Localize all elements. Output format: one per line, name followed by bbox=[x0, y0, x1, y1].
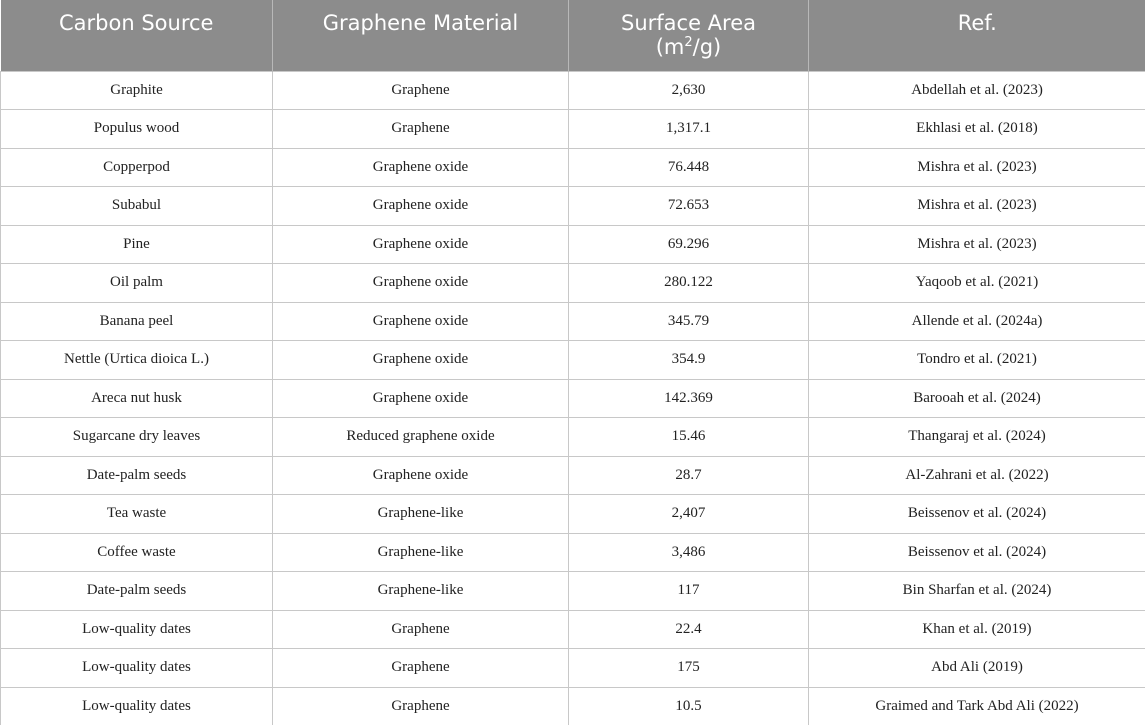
table-row bbox=[1, 110, 1145, 149]
cell-graphene-material: Graphene oxide bbox=[273, 264, 569, 303]
cell-carbon-source: Subabul bbox=[1, 187, 273, 226]
table-row bbox=[1, 341, 1145, 380]
cell-surface-area: 76.448 bbox=[569, 148, 809, 187]
table-row bbox=[1, 456, 1145, 495]
cell-surface-area: 142.369 bbox=[569, 379, 809, 418]
cell-carbon-source: Copperpod bbox=[1, 148, 273, 187]
table-row bbox=[1, 495, 1145, 534]
cell-graphene-material: Graphene-like bbox=[273, 495, 569, 534]
table-header bbox=[1, 0, 1145, 71]
cell-surface-area: 175 bbox=[569, 649, 809, 688]
cell-graphene-material: Graphene bbox=[273, 610, 569, 649]
cell-surface-area: 345.79 bbox=[569, 302, 809, 341]
cell-surface-area: 15.46 bbox=[569, 418, 809, 457]
table-row bbox=[1, 148, 1145, 187]
cell-graphene-material: Graphene bbox=[273, 687, 569, 725]
cell-graphene-material: Graphene bbox=[273, 71, 569, 110]
header-surface-area-label: Surface Area bbox=[620, 11, 756, 35]
cell-graphene-material: Graphene oxide bbox=[273, 148, 569, 187]
cell-surface-area: 117 bbox=[569, 572, 809, 611]
cell-ref: Abdellah et al. (2023) bbox=[809, 71, 1145, 110]
cell-carbon-source: Low-quality dates bbox=[1, 649, 273, 688]
header-carbon-source: Carbon Source bbox=[1, 0, 273, 71]
cell-carbon-source: Areca nut husk bbox=[1, 379, 273, 418]
cell-carbon-source: Date-palm seeds bbox=[1, 456, 273, 495]
cell-carbon-source: Coffee waste bbox=[1, 533, 273, 572]
cell-ref: Barooah et al. (2024) bbox=[809, 379, 1145, 418]
cell-graphene-material: Graphene oxide bbox=[273, 302, 569, 341]
cell-ref: Mishra et al. (2023) bbox=[809, 187, 1145, 226]
table-row bbox=[1, 225, 1145, 264]
cell-surface-area: 354.9 bbox=[569, 341, 809, 380]
cell-surface-area: 22.4 bbox=[569, 610, 809, 649]
cell-surface-area: 69.296 bbox=[569, 225, 809, 264]
cell-surface-area: 28.7 bbox=[569, 456, 809, 495]
cell-surface-area: 2,407 bbox=[569, 495, 809, 534]
cell-graphene-material: Reduced graphene oxide bbox=[273, 418, 569, 457]
cell-graphene-material: Graphene oxide bbox=[273, 225, 569, 264]
cell-carbon-source: Graphite bbox=[1, 71, 273, 110]
cell-carbon-source: Tea waste bbox=[1, 495, 273, 534]
cell-surface-area: 3,486 bbox=[569, 533, 809, 572]
table-row bbox=[1, 379, 1145, 418]
header-ref: Ref. bbox=[809, 0, 1145, 71]
table-row bbox=[1, 71, 1145, 110]
cell-carbon-source: Populus wood bbox=[1, 110, 273, 149]
cell-graphene-material: Graphene bbox=[273, 110, 569, 149]
cell-ref: Al-Zahrani et al. (2022) bbox=[809, 456, 1145, 495]
cell-ref: Graimed and Tark Abd Ali (2022) bbox=[809, 687, 1145, 725]
cell-ref: Allende et al. (2024a) bbox=[809, 302, 1145, 341]
cell-carbon-source: Oil palm bbox=[1, 264, 273, 303]
cell-ref: Yaqoob et al. (2021) bbox=[809, 264, 1145, 303]
cell-carbon-source: Date-palm seeds bbox=[1, 572, 273, 611]
cell-ref: Bin Sharfan et al. (2024) bbox=[809, 572, 1145, 611]
cell-carbon-source: Pine bbox=[1, 225, 273, 264]
table-row bbox=[1, 264, 1145, 303]
cell-ref: Beissenov et al. (2024) bbox=[809, 533, 1145, 572]
cell-ref: Ekhlasi et al. (2018) bbox=[809, 110, 1145, 149]
cell-carbon-source: Banana peel bbox=[1, 302, 273, 341]
header-surface-area-unit-sup: 2 bbox=[684, 35, 693, 50]
cell-ref: Mishra et al. (2023) bbox=[809, 225, 1145, 264]
table-row bbox=[1, 649, 1145, 688]
header-surface-area-unit-post: /g) bbox=[692, 35, 722, 59]
cell-carbon-source: Nettle (Urtica dioica L.) bbox=[1, 341, 273, 380]
cell-graphene-material: Graphene oxide bbox=[273, 341, 569, 380]
table-row bbox=[1, 687, 1145, 725]
cell-ref: Thangaraj et al. (2024) bbox=[809, 418, 1145, 457]
cell-surface-area: 2,630 bbox=[569, 71, 809, 110]
header-surface-area-unit-pre: (m bbox=[655, 35, 685, 59]
table-row bbox=[1, 302, 1145, 341]
cell-ref: Mishra et al. (2023) bbox=[809, 148, 1145, 187]
header-row bbox=[1, 0, 1145, 71]
cell-graphene-material: Graphene oxide bbox=[273, 379, 569, 418]
cell-ref: Khan et al. (2019) bbox=[809, 610, 1145, 649]
cell-carbon-source: Low-quality dates bbox=[1, 687, 273, 725]
cell-graphene-material: Graphene oxide bbox=[273, 187, 569, 226]
cell-ref: Beissenov et al. (2024) bbox=[809, 495, 1145, 534]
header-graphene-material: Graphene Material bbox=[273, 0, 569, 71]
cell-surface-area: 10.5 bbox=[569, 687, 809, 725]
table-row bbox=[1, 418, 1145, 457]
table-row bbox=[1, 187, 1145, 226]
cell-carbon-source: Sugarcane dry leaves bbox=[1, 418, 273, 457]
header-surface-area bbox=[569, 0, 809, 71]
cell-ref: Abd Ali (2019) bbox=[809, 649, 1145, 688]
table-row bbox=[1, 533, 1145, 572]
cell-surface-area: 1,317.1 bbox=[569, 110, 809, 149]
cell-surface-area: 72.653 bbox=[569, 187, 809, 226]
table-body bbox=[1, 71, 1145, 725]
cell-graphene-material: Graphene bbox=[273, 649, 569, 688]
table-row bbox=[1, 610, 1145, 649]
cell-carbon-source: Low-quality dates bbox=[1, 610, 273, 649]
table-row bbox=[1, 572, 1145, 611]
cell-graphene-material: Graphene oxide bbox=[273, 456, 569, 495]
cell-graphene-material: Graphene-like bbox=[273, 572, 569, 611]
cell-surface-area: 280.122 bbox=[569, 264, 809, 303]
cell-graphene-material: Graphene-like bbox=[273, 533, 569, 572]
cell-ref: Tondro et al. (2021) bbox=[809, 341, 1145, 380]
